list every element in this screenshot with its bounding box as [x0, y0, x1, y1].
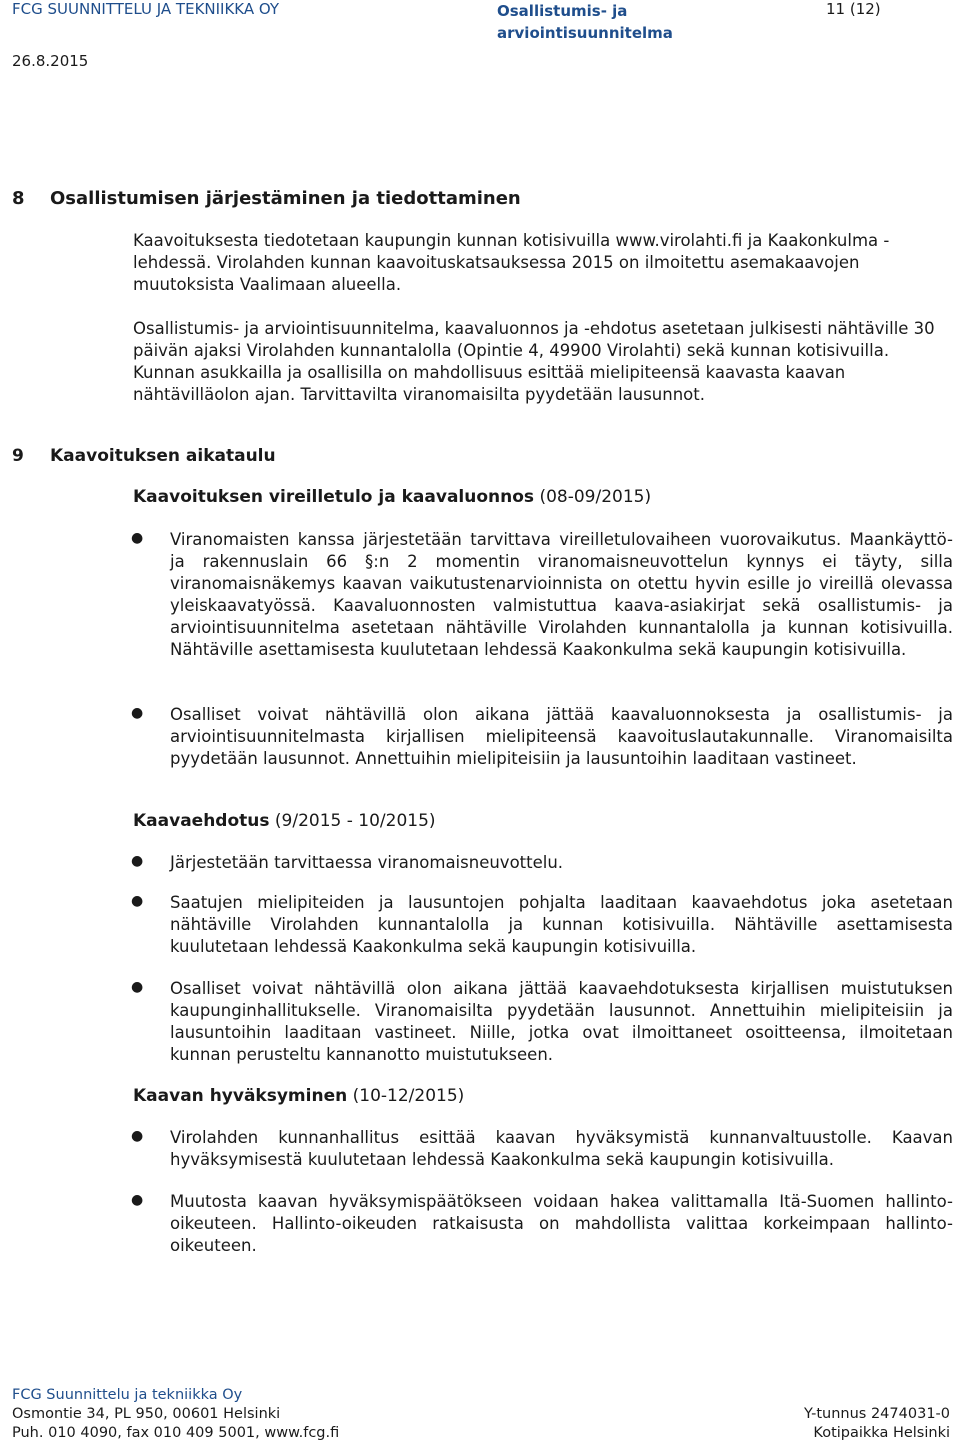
- section-number: 9: [12, 446, 24, 466]
- header-doc-title: Osallistumis- ja arviointisuunnitelma: [497, 2, 673, 42]
- list-item: Osalliset voivat nähtävillä olon aikana jättää kaavaluonnoksesta ja osallistumis- ja arviointisuunnitelmasta kirjallisen mielipiteensä kaavoituslautakunnalle. Viranomaisilta pyydetään lausunnot. Annettuihin mielipiteisiin ja lausuntoihin laaditaan vastineet.: [170, 705, 953, 768]
- header-date: 26.8.2015: [12, 52, 89, 70]
- page-number: 11 (12): [826, 0, 881, 18]
- list-item: Järjestetään tarvittaessa viranomaisneuvottelu.: [170, 853, 564, 872]
- phase-period: (08-09/2015): [539, 487, 652, 507]
- section-title: Osallistumisen järjestäminen ja tiedottaminen: [50, 188, 521, 209]
- bullet-icon: ●: [131, 530, 144, 546]
- phase-heading: [133, 811, 436, 831]
- footer-company: FCG Suunnittelu ja tekniikka Oy: [12, 1387, 243, 1403]
- bullet-icon: ●: [131, 853, 144, 869]
- phase-name: Kaavaehdotus: [133, 811, 270, 831]
- bullet-icon: ●: [131, 705, 144, 721]
- list-item: Muutosta kaavan hyväksymispäätökseen voidaan hakea valittamalla Itä-Suomen hallinto-oikeuteen. Hallinto-oikeuden ratkaisusta on mahdollista valittaa korkeimpaan hallinto-oikeuteen.: [170, 1192, 953, 1255]
- phase-period: (10-12/2015): [352, 1086, 465, 1106]
- phase-heading: [133, 1086, 464, 1106]
- footer-contact: Puh. 010 4090, fax 010 409 5001, www.fcg.fi: [12, 1425, 340, 1441]
- phase-name: Kaavoituksen vireilletulo ja kaavaluonnos: [133, 487, 535, 507]
- footer-address: Osmontie 34, PL 950, 00601 Helsinki: [12, 1406, 281, 1422]
- list-item: Osalliset voivat nähtävillä olon aikana jättää kaavaehdotuksesta kirjallisen muistutuksen kaupunginhallitukselle. Viranomaisilta pyydetään lausunnot. Annettuihin mielipiteisiin ja lausuntoihin laaditaan vastineet. Niille, jotka ovat ilmoittaneet osoitteensa, ilmoitetaan kunnan perusteltu kannanotto muistutukseen.: [170, 979, 953, 1064]
- section-8-paragraph-2: Osallistumis- ja arviointisuunnitelma, kaavaluonnos ja -ehdotus asetetaan julkisesti nähtäville 30 päivän ajaksi Virolahden kunnantalolla (Opintie 4, 49900 Virolahti) sekä kunnan kotisivuilla. Kunnan asukkailla ja osallisilla on mahdollisuus esittää mielipiteensä kaavasta kaavan nähtävilläolon ajan. Tarvittavilta viranomaisilta pyydetään lausunnot.: [133, 319, 935, 404]
- bullet-icon: ●: [131, 979, 144, 995]
- phase-name: Kaavan hyväksyminen: [133, 1086, 348, 1106]
- section-8-heading: [12, 188, 612, 212]
- phase-period: (9/2015 - 10/2015): [274, 811, 436, 831]
- list-item: Saatujen mielipiteiden ja lausuntojen pohjalta laaditaan kaavaehdotus joka asetetaan nähtäville Virolahden kunnantalolla ja kunnan kotisivuilla. Nähtäville asettamisesta kuulutetaan lehdessä Kaakonkulma sekä kaupungin kotisivuilla.: [170, 893, 953, 956]
- section-title: Kaavoituksen aikataulu: [50, 446, 276, 466]
- footer-business-id: Y-tunnus 2474031-0: [803, 1406, 950, 1422]
- section-8-paragraph-1: Kaavoituksesta tiedotetaan kaupungin kunnan kotisivuilla www.virolahti.fi ja Kaakonkulma -lehdessä. Virolahden kunnan kaavoituskatsauksessa 2015 on ilmoitettu asemakaavojen muutoksista Vaalimaan alueella.: [133, 231, 890, 294]
- bullet-icon: ●: [131, 893, 144, 909]
- bullet-icon: ●: [131, 1128, 144, 1144]
- list-item: Viranomaisten kanssa järjestetään tarvittava vireilletulovaiheen vuorovaikutus. Maankäyttö- ja rakennuslain 66 §:n 2 momentin viranomaisneuvottelun kynnys ei täyty, silla viranomaisnäkemys kaavan vaikutustenarvioinnista on otettu hyvin esille jo vireillä olevassa yleiskaavatyössä. Kaavaluonnosten valmistuttua kaava-asiakirjat sekä osallistumis- ja arviointisuunnitelma asetetaan nähtäville Virolahden kunnantalolla ja kunnan kotisivuilla. Nähtäville asettamisesta kuulutetaan lehdessä Kaakonkulma sekä kaupungin kotisivuilla.: [170, 530, 953, 659]
- bullet-icon: ●: [131, 1192, 144, 1208]
- header-company: FCG SUUNNITTELU JA TEKNIIKKA OY: [12, 0, 280, 18]
- phase-heading: [133, 487, 651, 507]
- section-number: 8: [12, 188, 25, 209]
- footer-domicile: Kotipaikka Helsinki: [813, 1425, 950, 1441]
- list-item: Virolahden kunnanhallitus esittää kaavan hyväksymistä kunnanvaltuustolle. Kaavan hyväksymisestä kuulutetaan lehdessä Kaakonkulma sekä kaupungin kotisivuilla.: [170, 1128, 953, 1169]
- section-9-heading: [12, 446, 412, 470]
